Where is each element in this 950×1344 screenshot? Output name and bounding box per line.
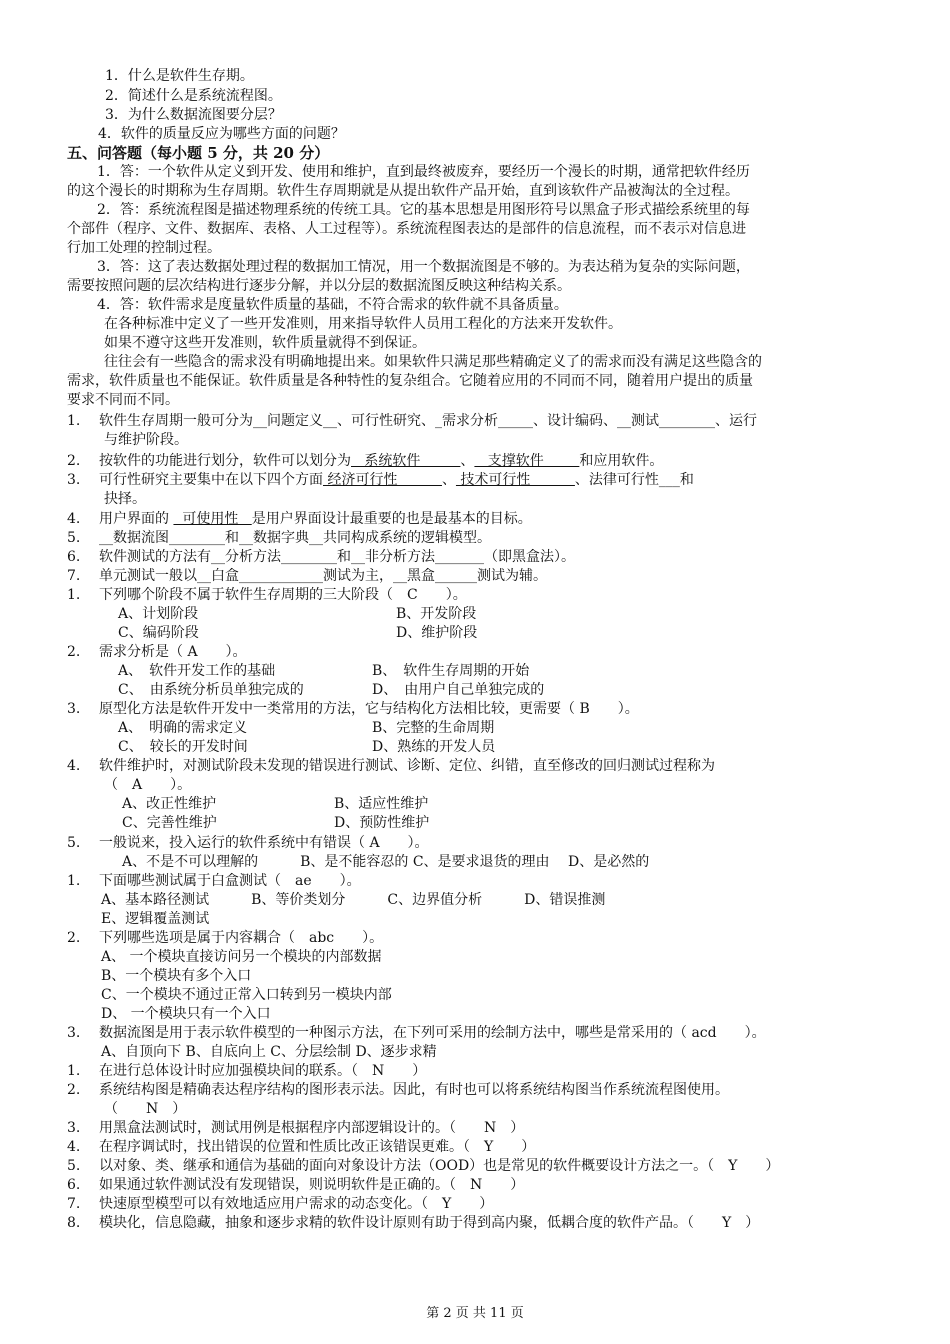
true-false-2-cont: （ N ）	[104, 1101, 187, 1117]
answer-2-line-1: 2．答：系统流程图是描述物理系统的传统工具。它的基本思想是用图形符号以黑盒子形式描绘系统里的每	[97, 202, 750, 218]
true-false-3: 3. 用黑盒法测试时，测试用例是根据程序内部逻辑设计的。（ N ）	[67, 1120, 525, 1136]
multi-choice-1: 1. 下面哪些测试属于白盒测试（ ae ）。	[67, 873, 361, 889]
answer-4-line-3: 如果不遵守这些开发准则，软件质量就得不到保证。	[104, 335, 426, 351]
answer-4-line-2: 在各种标准中定义了一些开发准则，用来指导软件人员用工程化的方法来开发软件。	[104, 316, 622, 332]
true-false-5: 5. 以对象、类、继承和通信为基础的面向对象设计方法（OOD）也是常见的软件概要设计方法之一。（ Y ）	[67, 1158, 780, 1174]
question-1: 1．什么是软件生存期。	[105, 68, 254, 84]
option: C、完善性维护	[122, 815, 217, 831]
single-choice-4: 4. 软件维护时，对测试阶段未发现的错误进行测试、诊断、定位、纠错，直至修改的回归测试过程称为	[67, 758, 715, 774]
option: D、 由用户自己单独完成的	[372, 682, 545, 698]
section-title: 五、问答题（每小题 5 分，共 20 分）	[67, 144, 330, 162]
fill-in-3: 3. 可行性研究主要集中在以下四个方面 经济可行性 、 技术可行性 、法律可行性___和	[67, 472, 694, 488]
multi-choice-2: 2. 下列哪些选项是属于内容耦合（ abc ）。	[67, 930, 384, 946]
option: B、一个模块有多个入口	[101, 968, 252, 984]
option: D、熟练的开发人员	[372, 739, 496, 755]
true-false-4: 4. 在程序调试时，找出错误的位置和性质比改正该错误更难。（ Y ）	[67, 1139, 536, 1155]
true-false-7: 7. 快速原型模型可以有效地适应用户需求的动态变化。（ Y ）	[67, 1196, 494, 1212]
answer-2-line-3: 行加工处理的控制过程。	[67, 240, 221, 256]
single-choice-2: 2. 需求分析是（ A ）。	[67, 644, 247, 660]
question-2: 2．简述什么是系统流程图。	[105, 88, 282, 104]
true-false-8: 8. 模块化，信息隐藏，抽象和逐步求精的软件设计原则有助于得到高内聚，低耦合度的软件产品。（ Y ）	[67, 1215, 760, 1231]
option: A、计划阶段	[118, 606, 199, 622]
answer-4-line-1: 4．答：软件需求是度量软件质量的基础，不符合需求的软件就不具备质量。	[97, 297, 568, 313]
option: A、 一个模块直接访问另一个模块的内部数据	[101, 949, 382, 965]
true-false-1: 1. 在进行总体设计时应加强模块间的联系。（ N ）	[67, 1063, 427, 1079]
option: D、维护阶段	[396, 625, 478, 641]
page-footer: 第 2 页 共 11 页	[426, 1306, 524, 1321]
option: B、适应性维护	[334, 796, 429, 812]
options-line: A、自顶向下 B、自底向上 C、分层绘制 D、逐步求精	[101, 1044, 437, 1060]
answer-3-line-2: 需要按照问题的层次结构进行逐步分解，并以分层的数据流图反映这种结构关系。	[67, 278, 571, 294]
option: C、 由系统分析员单独完成的	[118, 682, 304, 698]
option: A、改正性维护	[122, 796, 217, 812]
fill-in-2: 2. 按软件的功能进行划分，软件可以划分为 系统软件 、 支撑软件 和应用软件。	[67, 453, 664, 469]
option: C、一个模块不通过正常入口转到另一模块内部	[101, 987, 392, 1003]
fill-in-3-cont: 抉择。	[104, 491, 146, 507]
fill-in-5: 5. __数据流图________和__数据字典__共同构成系统的逻辑模型。	[67, 530, 491, 546]
option: C、 较长的开发时间	[118, 739, 248, 755]
answer-1-line-1: 1．答：一个软件从定义到开发、使用和维护，直到最终被废弃，要经历一个漫长的时期，通常把软件经历	[97, 164, 750, 180]
option: D、预防性维护	[334, 815, 430, 831]
fill-in-1-cont: 与维护阶段。	[104, 432, 188, 448]
single-choice-1: 1. 下列哪个阶段不属于软件生存周期的三大阶段（ C ）。	[67, 587, 467, 603]
fill-in-7: 7. 单元测试一般以__白盒____________测试为主，__黑盒______测试为辅。	[67, 568, 547, 584]
question-3: 3．为什么数据流图要分层？	[105, 107, 282, 123]
true-false-2: 2. 系统结构图是精确表达程序结构的图形表示法。因此，有时也可以将系统结构图当作系统流程图使用。	[67, 1082, 729, 1098]
answer-2-line-2: 个部件（程序、文件、数据库、表格、人工过程等）。系统流程图表达的是部件的信息流程，而不表示对信息进	[67, 221, 746, 237]
options-line: A、基本路径测试 B、等价类划分 C、边界值分析 D、错误推测	[101, 892, 606, 908]
single-choice-3: 3. 原型化方法是软件开发中一类常用的方法，它与结构化方法相比较，更需要（ B ）。	[67, 701, 639, 717]
option: A、 明确的需求定义	[118, 720, 248, 736]
option: B、 软件生存周期的开始	[372, 663, 530, 679]
single-choice-5: 5. 一般说来，投入运行的软件系统中有错误（ A ）。	[67, 835, 429, 851]
option: B、开发阶段	[396, 606, 477, 622]
answer-3-line-1: 3．答：这了表达数据处理过程的数据加工情况，用一个数据流图是不够的。为表达稍为复杂的实际问题，	[97, 259, 750, 275]
answer-4-line-6: 要求不同而不同。	[67, 392, 179, 408]
option: D、 一个模块只有一个入口	[101, 1006, 271, 1022]
option: B、完整的生命周期	[372, 720, 495, 736]
option: C、编码阶段	[118, 625, 199, 641]
multi-choice-3: 3. 数据流图是用于表示软件模型的一种图示方法，在下列可采用的绘制方法中，哪些是常采用的（ acd ）。	[67, 1025, 766, 1041]
fill-in-6: 6. 软件测试的方法有__分析方法________和__非分析方法_______（即黑盒法）。	[67, 549, 575, 565]
fill-in-1: 1. 软件生存周期一般可分为__问题定义__、可行性研究、_需求分析_____、设计编码、__测试________、运行	[67, 413, 757, 429]
single-choice-4-cont: （ A ）。	[104, 777, 192, 793]
fill-in-4: 4. 用户界面的 可使用性 是用户界面设计最重要的也是最基本的目标。	[67, 511, 532, 527]
option: A、 软件开发工作的基础	[118, 663, 276, 679]
options-line: E、逻辑覆盖测试	[101, 911, 210, 927]
answer-1-line-2: 的这个漫长的时期称为生存周期。软件生存周期就是从提出软件产品开始，直到该软件产品被淘汰的全过程。	[67, 183, 739, 199]
options-line: A、不是不可以理解的 B、是不能容忍的 C、是要求退货的理由 D、是必然的	[122, 854, 650, 870]
answer-4-line-4: 往往会有一些隐含的需求没有明确地提出来。如果软件只满足那些精确定义了的需求而没有满足这些隐含的	[104, 354, 762, 370]
question-4: 4．软件的质量反应为哪些方面的问题？	[98, 126, 345, 142]
true-false-6: 6. 如果通过软件测试没有发现错误，则说明软件是正确的。（ N ）	[67, 1177, 525, 1193]
answer-4-line-5: 需求，软件质量也不能保证。软件质量是各种特性的复杂组合。它随着应用的不同而不同，随着用户提出的质量	[67, 373, 753, 389]
